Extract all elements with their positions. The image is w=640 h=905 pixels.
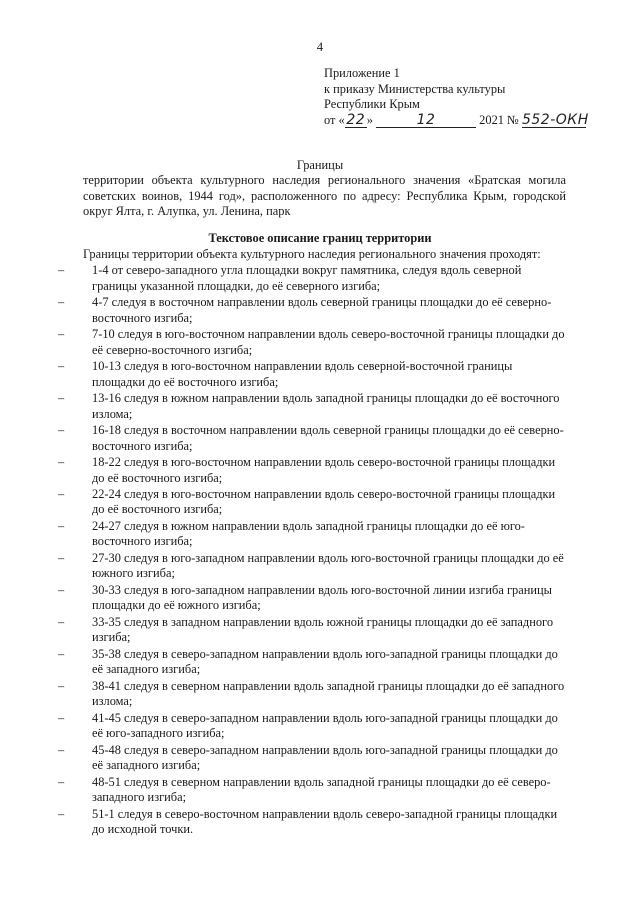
bullet-dash: – [58,582,65,597]
bullet-dash: – [58,646,65,661]
document-title: Границы [296,158,344,172]
list-item [58,807,568,838]
list-item-text: 41-45 следуя в северо-западном направлении вдоль юго-западной границы площадки до её юго-западного изгиба; [92,710,558,741]
list-item-text: 38-41 следуя в северном направлении вдоль западной границы площадки до её западного излома; [92,678,565,709]
list-item [58,295,568,326]
list-item [58,583,568,614]
list-item [58,775,568,806]
list-item [58,487,568,518]
section-heading: Текстовое описание границ территории [208,231,432,245]
order-prefix: от « [324,112,345,127]
bullet-dash: – [58,390,65,405]
bullet-dash: – [58,358,65,373]
bullet-dash: – [58,294,65,309]
bullet-dash: – [58,486,65,501]
bullet-dash: – [58,742,65,757]
list-item-text: 22-24 следуя в юго-восточном направлении вдоль северо-восточной границы площадки до её восточного изгиба; [92,486,556,517]
list-item [58,551,568,582]
bullet-dash: – [58,422,65,437]
list-item-text: 16-18 следуя в восточном направлении вдоль северной границы площадки до её северно-восточного изгиба; [92,422,564,453]
order-month: 12 [376,114,476,128]
list-item-text: 51-1 следуя в северо-восточном направлении вдоль северо-западной границы площадки до исходной точки. [92,806,558,837]
list-item-text: 24-27 следуя в южном направлении вдоль западной границы площадки до её юго-восточного изгиба; [92,518,525,549]
bullet-dash: – [58,614,65,629]
document-subject: территории объекта культурного наследия регионального значения «Братская могила советских воинов, 1944 год», расположенного по адресу: Республика Крым, городской округ Ялта, г. Алупка, ул. Ленина, парк [83,173,566,219]
list-item [58,647,568,678]
appendix-line-3: Республики Крым [324,97,420,112]
list-item-text: 45-48 следуя в северо-западном направлении вдоль юго-западной границы площадки до её западного изгиба; [92,742,558,773]
list-item-text: 1-4 от северо-западного угла площадки вокруг памятника, следуя вдоль северной границы указанной площадки, до её северного изгиба; [92,263,522,293]
list-item [58,455,568,486]
list-item-text: 48-51 следуя в северном направлении вдоль западной границы площадки до её северо-западного изгиба; [92,774,551,805]
order-reference [324,111,589,129]
bullet-dash: – [58,806,65,821]
list-item [58,263,568,294]
appendix-header [324,66,589,128]
order-year: 2021 № [479,112,519,127]
appendix-line-2: к приказу Министерства культуры [324,81,506,96]
list-item [58,679,568,710]
bullet-dash: – [58,518,65,533]
list-item-text: 33-35 следуя в западном направлении вдоль южной границы площадки до её западного изгиба; [92,614,554,645]
list-item [58,359,568,390]
bullet-dash: – [58,678,65,693]
list-item-text: 18-22 следуя в юго-восточном направлении вдоль северо-восточной границы площадки до её восточного изгиба; [92,454,556,485]
bullet-dash: – [58,454,65,469]
bullet-dash: – [58,550,65,565]
list-item-text: 30-33 следуя в юго-западном направлении вдоль юго-восточной линии изгиба границы площадки до её южного изгиба; [92,582,552,613]
order-number: 552-ОКН [521,111,589,128]
list-item-text: 7-10 следуя в юго-восточном направлении вдоль северо-восточной границы площадки до её северно-восточного изгиба; [92,326,565,357]
bullet-dash: – [58,710,65,725]
bullet-dash: – [58,774,65,789]
list-item [58,711,568,742]
list-item-text: 27-30 следуя в юго-западном направлении вдоль юго-восточной границы площадки до её южного изгиба; [92,550,564,581]
list-item [58,615,568,646]
list-item [58,327,568,358]
order-day: 22 [346,111,366,128]
boundary-list [58,263,568,839]
list-item-text: 10-13 следуя в юго-восточном направлении вдоль северной-восточной границы площадки до её восточного изгиба; [92,358,513,389]
bullet-dash: – [58,263,65,277]
order-close-quote: » [366,112,373,127]
list-item [58,519,568,550]
list-item-text: 4-7 следуя в восточном направлении вдоль северной границы площадки до её северно-восточного изгиба; [92,294,552,325]
list-item [58,743,568,774]
list-item [58,391,568,422]
page-number: 4 [316,40,324,54]
intro-paragraph: Границы территории объекта культурного наследия регионального значения проходят: [83,247,541,261]
bullet-dash: – [58,326,65,341]
list-item-text: 13-16 следуя в южном направлении вдоль западной границы площадки до её восточного излома; [92,390,560,421]
list-item [58,423,568,454]
appendix-line-1: Приложение 1 [324,66,400,80]
list-item-text: 35-38 следуя в северо-западном направлении вдоль юго-западной границы площадки до её западного изгиба; [92,646,558,677]
